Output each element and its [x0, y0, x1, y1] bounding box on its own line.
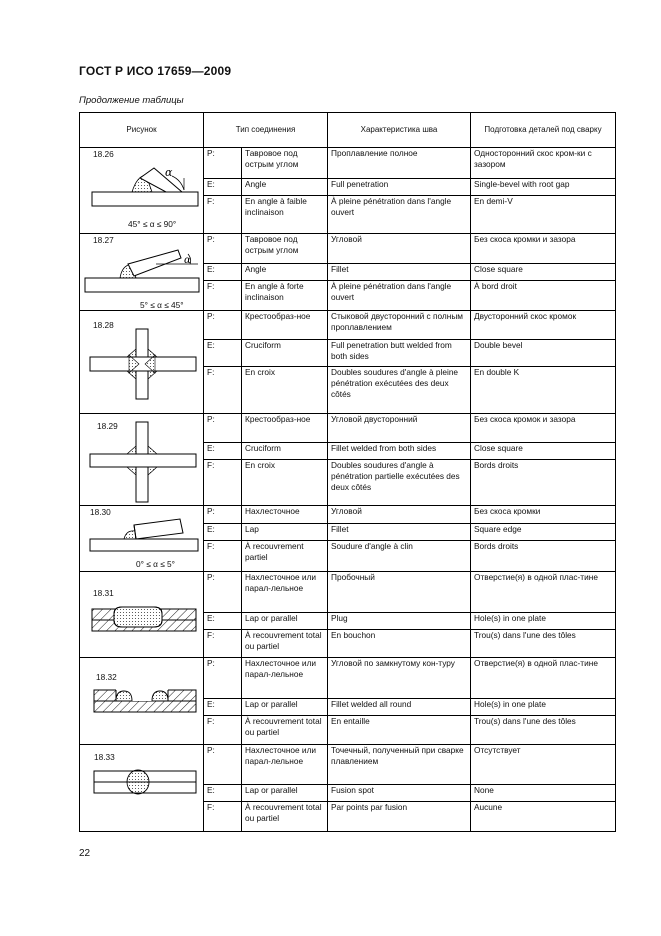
edge-preparation: Без скоса кромки — [471, 506, 616, 524]
joint-type: À recouvrement total ou partiel — [242, 630, 328, 658]
column-header-figure: Рисунок — [80, 113, 204, 148]
lang-code: F: — [204, 716, 242, 745]
weld-characteristic: Fillet — [328, 264, 471, 281]
edge-preparation: Close square — [471, 443, 616, 460]
table-row — [80, 572, 616, 613]
figure-18-28-drawing — [80, 311, 204, 414]
edge-preparation: Square edge — [471, 524, 616, 541]
table-row — [80, 414, 616, 443]
column-header-joint: Тип соединения — [204, 113, 328, 148]
joint-type: Крестообраз-ное — [242, 311, 328, 340]
edge-preparation: Без скоса кромок и зазора — [471, 414, 616, 443]
figure-number: 18.33 — [94, 752, 115, 762]
figure-number: 18.28 — [93, 320, 114, 330]
table-row — [80, 148, 616, 179]
lang-code: P: — [204, 658, 242, 699]
weld-characteristic: Fillet welded all round — [328, 699, 471, 716]
table-row — [80, 658, 616, 699]
edge-preparation: None — [471, 785, 616, 802]
table-row — [80, 311, 616, 340]
edge-preparation: Double bevel — [471, 340, 616, 367]
weld-characteristic: Fillet welded from both sides — [328, 443, 471, 460]
edge-preparation: En demi-V — [471, 196, 616, 234]
weld-characteristic: Par points par fusion — [328, 802, 471, 832]
edge-preparation: Bords droits — [471, 541, 616, 572]
weld-characteristic: Пробочный — [328, 572, 471, 613]
figure-18-33-drawing — [80, 745, 204, 831]
alpha-symbol: α — [184, 255, 191, 266]
welding-joints-table — [79, 112, 616, 832]
weld-characteristic: Стыковой двусторонний с полным проплавлением — [328, 311, 471, 340]
lang-code: E: — [204, 264, 242, 281]
lang-code: E: — [204, 699, 242, 716]
joint-type: Angle — [242, 264, 328, 281]
figure-number: 18.29 — [97, 421, 118, 431]
joint-type: Нахлесточное или парал-лельное — [242, 658, 328, 699]
table-continuation-label: Продолжение таблицы — [79, 95, 184, 106]
edge-preparation: Отсутствует — [471, 745, 616, 785]
lang-code: F: — [204, 196, 242, 234]
lang-code: F: — [204, 802, 242, 832]
figure-number: 18.32 — [96, 672, 117, 682]
edge-preparation: Отверстие(я) в одной плас-тине — [471, 572, 616, 613]
weld-characteristic: Точечный, полученный при сварке плавлением — [328, 745, 471, 785]
joint-type: Angle — [242, 179, 328, 196]
lang-code: P: — [204, 745, 242, 785]
edge-preparation: Bords droits — [471, 460, 616, 506]
angle-range: 5° ≤ α ≤ 45° — [140, 300, 184, 310]
joint-type: En croix — [242, 460, 328, 506]
edge-preparation: Без скоса кромки и зазора — [471, 234, 616, 264]
lang-code: P: — [204, 506, 242, 524]
weld-characteristic: Plug — [328, 613, 471, 630]
figure-18-29-drawing — [80, 414, 204, 506]
lang-code: E: — [204, 524, 242, 541]
joint-type: Нахлесточное или парал-лельное — [242, 572, 328, 613]
joint-type: Lap or parallel — [242, 785, 328, 802]
weld-characteristic: À pleine pénétration dans l'angle ouvert — [328, 281, 471, 311]
lang-code: P: — [204, 234, 242, 264]
edge-preparation: Двусторонний скос кромок — [471, 311, 616, 340]
lang-code: P: — [204, 311, 242, 340]
column-header-prep: Подготовка деталей под сварку — [471, 113, 616, 148]
column-header-weld: Характеристика шва — [328, 113, 471, 148]
joint-type: En angle à faible inclinaison — [242, 196, 328, 234]
weld-characteristic: Fusion spot — [328, 785, 471, 802]
weld-characteristic: Угловой по замкнутому кон-туру — [328, 658, 471, 699]
figure-cell — [80, 658, 204, 745]
figure-18-32-drawing — [80, 658, 204, 744]
joint-type: En angle à forte inclinaison — [242, 281, 328, 311]
weld-characteristic: En entaille — [328, 716, 471, 745]
edge-preparation: Trou(s) dans l'une des tôles — [471, 630, 616, 658]
edge-preparation: Single-bevel with root gap — [471, 179, 616, 196]
joint-type: En croix — [242, 367, 328, 414]
table-header-row — [80, 113, 616, 148]
joint-type: Тавровое под острым углом — [242, 148, 328, 179]
joint-type: À recouvrement total ou partiel — [242, 716, 328, 745]
edge-preparation: À bord droit — [471, 281, 616, 311]
edge-preparation: Close square — [471, 264, 616, 281]
weld-characteristic: Full penetration butt welded from both sides — [328, 340, 471, 367]
lang-code: F: — [204, 541, 242, 572]
joint-type: Нахлесточное или парал-лельное — [242, 745, 328, 785]
figure-number: 18.31 — [93, 588, 114, 598]
weld-characteristic: Doubles soudures d'angle à pénétration partielle exécutées des deux côtés — [328, 460, 471, 506]
edge-preparation: En double K — [471, 367, 616, 414]
edge-preparation: Hole(s) in one plate — [471, 613, 616, 630]
weld-characteristic: Угловой — [328, 506, 471, 524]
weld-characteristic: Угловой — [328, 234, 471, 264]
weld-characteristic: Full penetration — [328, 179, 471, 196]
edge-preparation: Отверстие(я) в одной плас-тине — [471, 658, 616, 699]
joint-type: Lap — [242, 524, 328, 541]
figure-number: 18.30 — [90, 507, 111, 517]
figure-cell — [80, 148, 204, 234]
alpha-symbol: α — [165, 166, 173, 179]
weld-characteristic: Soudure d'angle à clin — [328, 541, 471, 572]
joint-type: Cruciform — [242, 443, 328, 460]
table-row — [80, 234, 616, 264]
lang-code: F: — [204, 367, 242, 414]
figure-cell — [80, 234, 204, 311]
figure-cell — [80, 572, 204, 658]
weld-characteristic: Doubles soudures d'angle à pleine pénétration exécutées des deux côtés — [328, 367, 471, 414]
edge-preparation: Aucune — [471, 802, 616, 832]
weld-characteristic: Fillet — [328, 524, 471, 541]
lang-code: E: — [204, 340, 242, 367]
joint-type: Нахлесточное — [242, 506, 328, 524]
angle-range: 0° ≤ α ≤ 5° — [136, 559, 175, 569]
weld-characteristic: Проплавление полное — [328, 148, 471, 179]
lang-code: E: — [204, 443, 242, 460]
joint-type: À recouvrement total ou partiel — [242, 802, 328, 832]
weld-characteristic: À pleine pénétration dans l'angle ouvert — [328, 196, 471, 234]
joint-type: Cruciform — [242, 340, 328, 367]
joint-type: Крестообраз-ное — [242, 414, 328, 443]
lang-code: P: — [204, 148, 242, 179]
table-row — [80, 745, 616, 785]
lang-code: E: — [204, 785, 242, 802]
lang-code: E: — [204, 179, 242, 196]
edge-preparation: Trou(s) dans l'une des tôles — [471, 716, 616, 745]
figure-number: 18.27 — [93, 235, 114, 245]
joint-type: Lap or parallel — [242, 699, 328, 716]
figure-18-31-drawing — [80, 572, 204, 658]
figure-cell — [80, 506, 204, 572]
lang-code: F: — [204, 630, 242, 658]
lang-code: F: — [204, 281, 242, 311]
joint-type: À recouvrement partiel — [242, 541, 328, 572]
page-number: 22 — [79, 848, 91, 859]
angle-range: 45° ≤ α ≤ 90° — [128, 219, 177, 229]
figure-cell — [80, 414, 204, 506]
figure-cell — [80, 311, 204, 414]
weld-characteristic: En bouchon — [328, 630, 471, 658]
joint-type: Lap or parallel — [242, 613, 328, 630]
edge-preparation: Hole(s) in one plate — [471, 699, 616, 716]
lang-code: P: — [204, 414, 242, 443]
table-row — [80, 506, 616, 524]
lang-code: F: — [204, 460, 242, 506]
edge-preparation: Односторонний скос кром-ки с зазором — [471, 148, 616, 179]
lang-code: E: — [204, 613, 242, 630]
page-title: ГОСТ Р ИСО 17659—2009 — [79, 64, 232, 78]
figure-cell — [80, 745, 204, 832]
weld-characteristic: Угловой двусторонний — [328, 414, 471, 443]
joint-type: Тавровое под острым углом — [242, 234, 328, 264]
lang-code: P: — [204, 572, 242, 613]
figure-number: 18.26 — [93, 149, 114, 159]
